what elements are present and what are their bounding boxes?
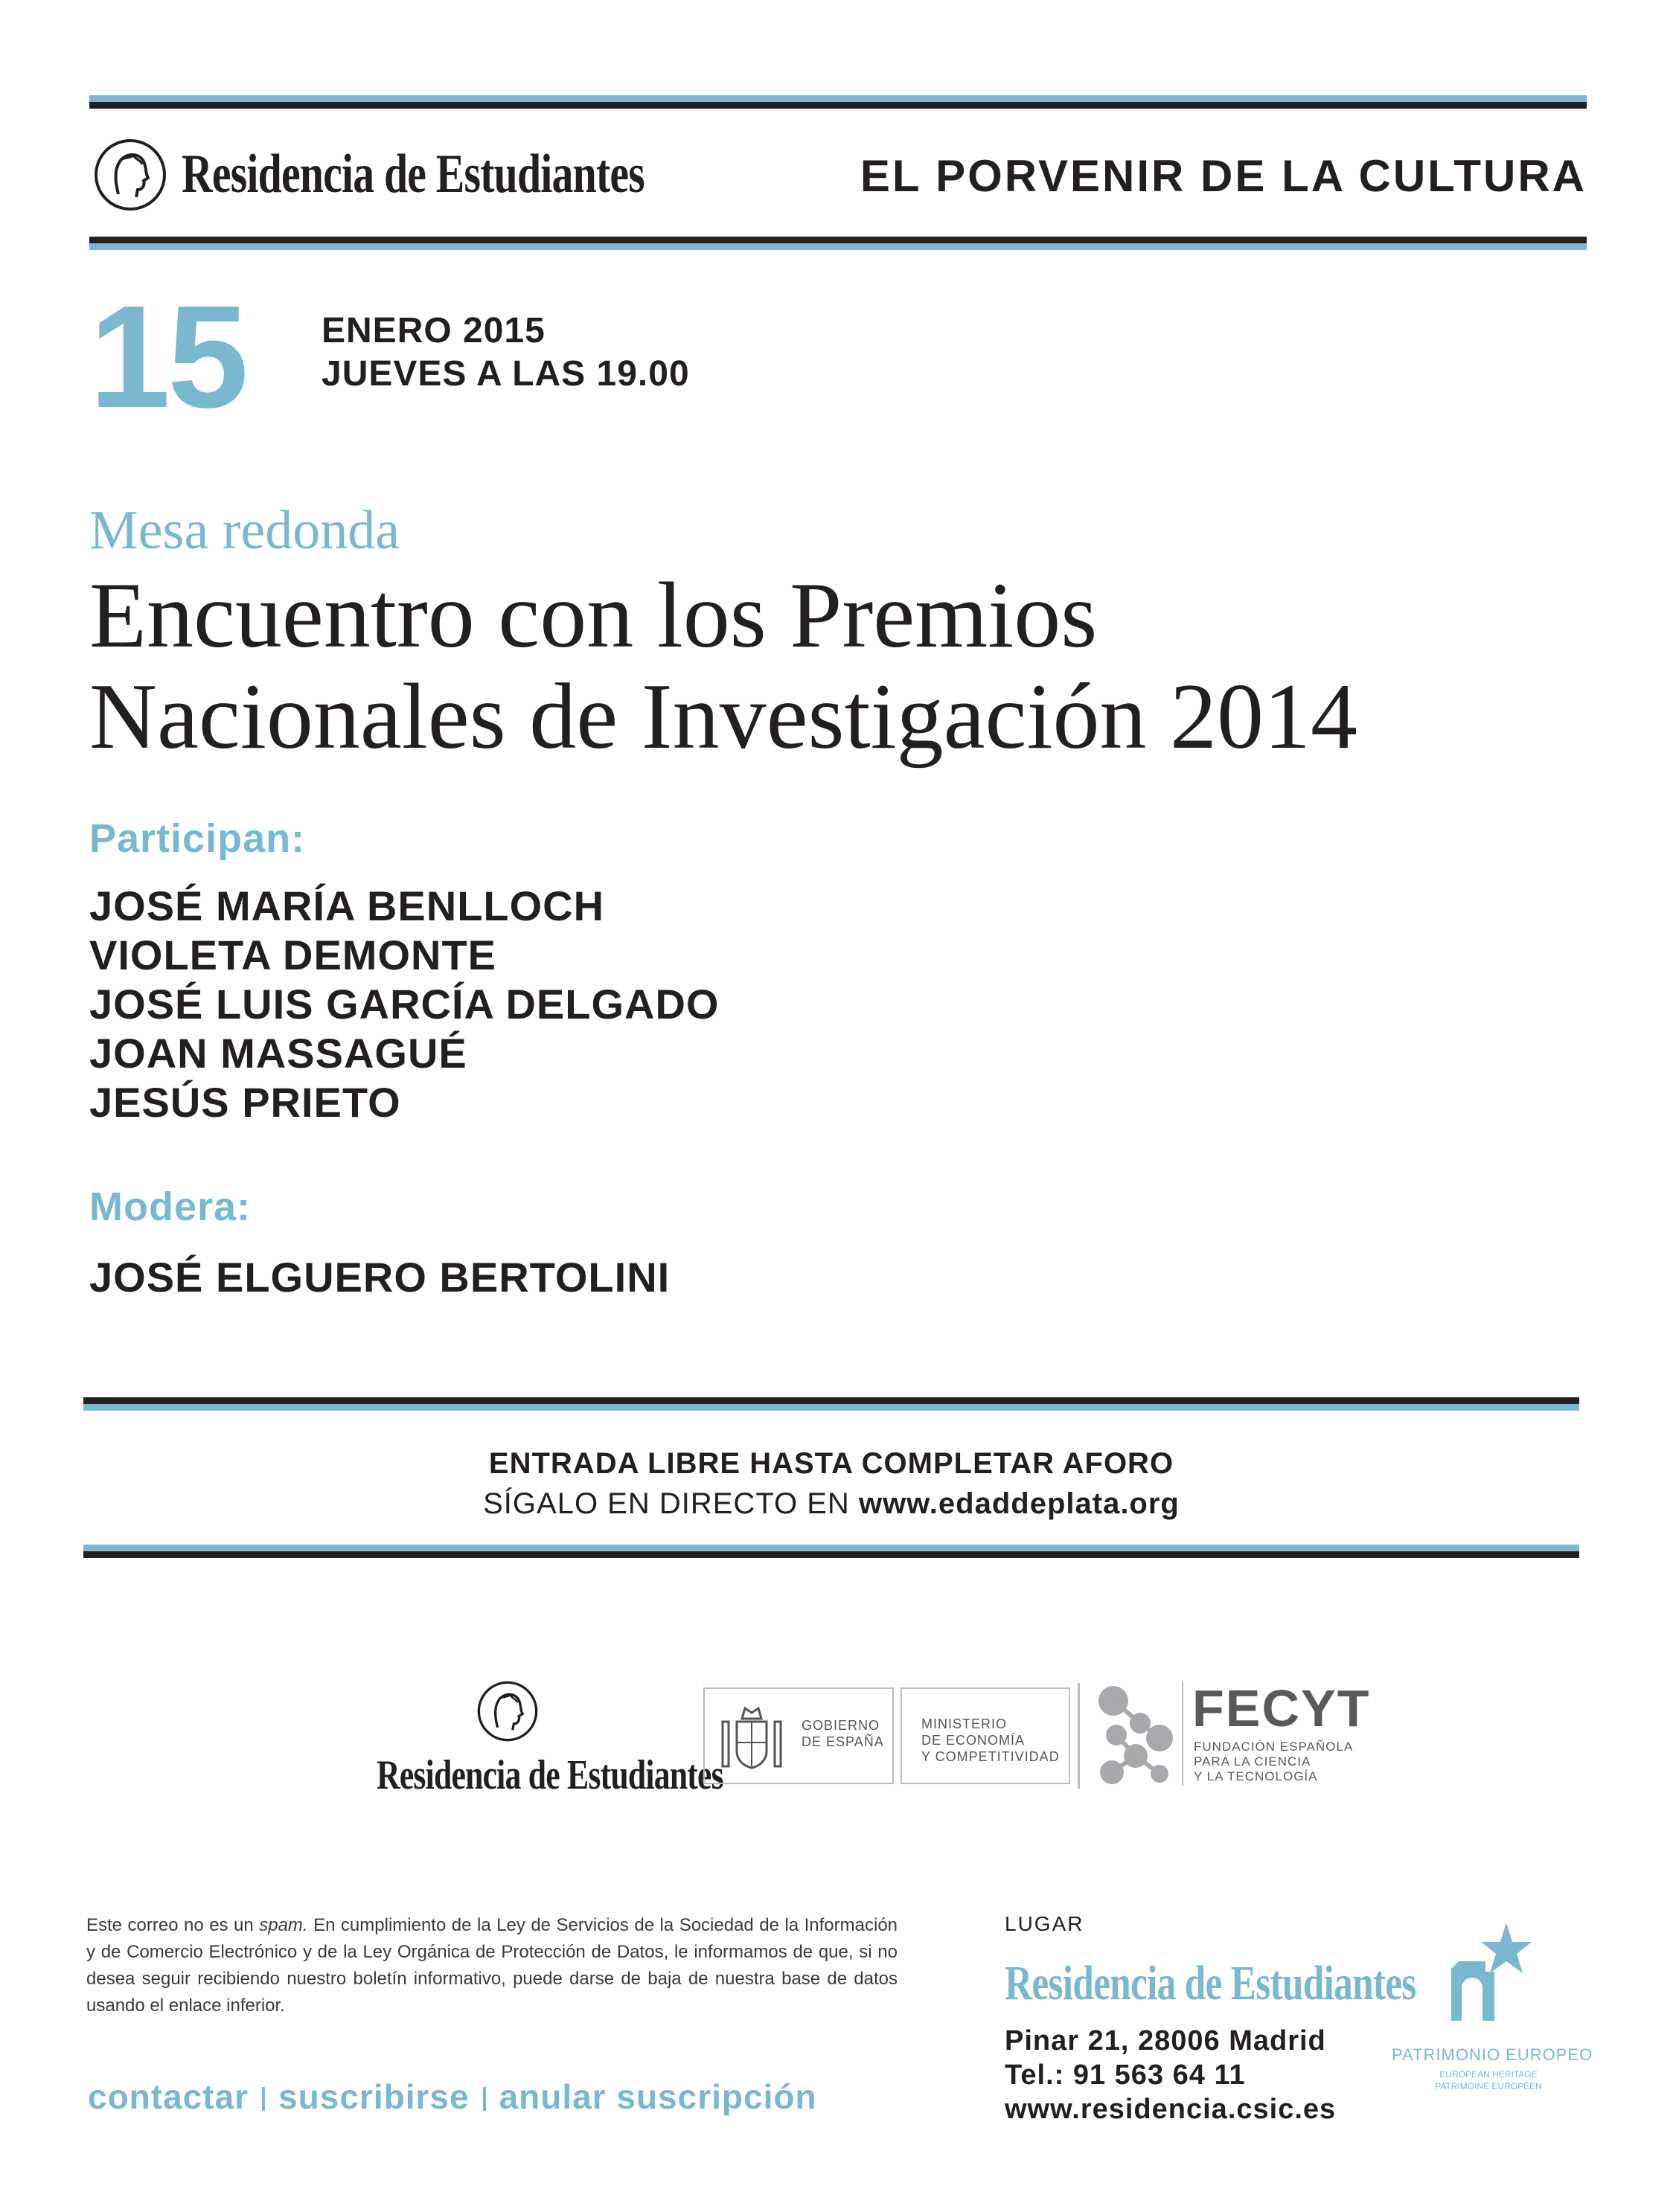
access-line1: ENTRADA LIBRE HASTA COMPLETAR AFORO bbox=[488, 1447, 1174, 1480]
participants-heading: Participan: bbox=[89, 816, 306, 861]
header-band-blue bbox=[89, 243, 1587, 250]
access-band-dark-top bbox=[83, 1397, 1579, 1404]
ministerio-line3: Y COMPETITIVIDAD bbox=[921, 1749, 1060, 1764]
heritage-title: PATRIMONIO EUROPEO bbox=[1392, 2045, 1593, 2064]
fecyt-name: FECYT bbox=[1192, 1679, 1371, 1737]
link-separator bbox=[262, 2087, 265, 2111]
access-line2-prefix: SÍGALO EN DIRECTO EN bbox=[483, 1487, 850, 1520]
venue-label: LUGAR bbox=[1005, 1912, 1084, 1935]
event-title-line2: Nacionales de Investigación 2014 bbox=[89, 665, 1357, 769]
top-band-dark bbox=[89, 102, 1587, 109]
residencia-logo-icon bbox=[476, 1680, 539, 1743]
residencia-logo-icon bbox=[93, 138, 167, 212]
fecyt-subtitle bbox=[1194, 1740, 1353, 1784]
header bbox=[89, 134, 1587, 216]
date-time: JUEVES A LAS 19.00 bbox=[322, 354, 690, 394]
sponsor-gobierno bbox=[703, 1687, 894, 1784]
fecyt-sub-line1: FUNDACIÓN ESPAÑOLA bbox=[1194, 1740, 1354, 1754]
gobierno-line1: GOBIERNO bbox=[802, 1718, 880, 1733]
venue-website[interactable]: www.residencia.csic.es bbox=[1005, 2094, 1337, 2125]
event-title-line1: Encuentro con los Premios bbox=[89, 564, 1098, 667]
moderator-heading: Modera: bbox=[89, 1184, 252, 1229]
venue-phone: Tel.: 91 563 64 11 bbox=[1005, 2059, 1246, 2091]
fecyt-divider bbox=[1182, 1682, 1183, 1786]
sponsor-divider bbox=[1078, 1683, 1080, 1789]
ministerio-line1: MINISTERIO bbox=[921, 1716, 1008, 1731]
fecyt-sub-line2: PARA LA CIENCIA bbox=[1194, 1754, 1311, 1769]
heritage-sub2: PATRIMOINE EUROPÉEN bbox=[1435, 2081, 1542, 2091]
heritage-sub1: EUROPEAN HERITAGE bbox=[1439, 2069, 1538, 2080]
access-band-dark-bottom bbox=[83, 1551, 1579, 1558]
access-band-blue-bottom bbox=[83, 1545, 1579, 1551]
access-info bbox=[83, 1443, 1579, 1524]
link-separator bbox=[483, 2087, 486, 2111]
sponsor-residencia bbox=[372, 1674, 723, 1808]
footer-links bbox=[88, 2076, 817, 2118]
gobierno-text bbox=[802, 1717, 884, 1750]
live-stream-link[interactable]: www.edaddeplata.org bbox=[858, 1487, 1180, 1520]
moderator-name: JOSÉ ELGUERO BERTOLINI bbox=[89, 1254, 671, 1301]
unsubscribe-link[interactable]: anular suscripción bbox=[499, 2077, 817, 2116]
ministerio-text bbox=[921, 1716, 1060, 1765]
legal-post: En cumplimiento de la Ley de Servicios de la Sociedad de la Información y de Comercio Electrónico y de la Ley Orgánica de Protección de Datos, le informamos de que, si no desea seguir recibiendo nuestro boletín informativo, puede darse de baja de nuestra base de datos usando el enlace inferior. bbox=[86, 1915, 898, 2016]
participant-name: JOSÉ MARÍA BENLLOCH bbox=[89, 882, 605, 929]
fecyt-molecule-icon bbox=[1094, 1682, 1176, 1789]
venue bbox=[1005, 1911, 1421, 2126]
fecyt-sub-line3: Y LA TECNOLOGÍA bbox=[1194, 1769, 1318, 1783]
participants-list bbox=[89, 882, 719, 1127]
date-block bbox=[89, 275, 982, 446]
participant-name: JOSÉ LUIS GARCÍA DELGADO bbox=[89, 981, 720, 1028]
top-band-blue bbox=[89, 95, 1587, 102]
access-band-blue-top bbox=[83, 1404, 1579, 1411]
legal-pre: Este correo no es un bbox=[86, 1915, 254, 1935]
heritage-badge bbox=[1392, 1920, 1593, 2113]
heritage-logo-icon bbox=[1451, 1920, 1548, 2024]
participant-name: VIOLETA DEMONTE bbox=[89, 932, 496, 978]
brand-wordmark: Residencia de Estudiantes bbox=[182, 144, 645, 205]
coat-of-arms-icon bbox=[718, 1699, 785, 1774]
event-kind: Mesa redonda bbox=[89, 500, 400, 561]
series-title: EL PORVENIR DE LA CULTURA bbox=[860, 151, 1587, 201]
sponsor-residencia-wordmark: Residencia de Estudiantes bbox=[377, 1752, 723, 1798]
gobierno-line2: DE ESPAÑA bbox=[802, 1734, 884, 1749]
access-line2 bbox=[83, 1484, 1579, 1524]
venue-name: Residencia de Estudiantes bbox=[1005, 1956, 1416, 2010]
sponsor-fecyt bbox=[1090, 1680, 1387, 1792]
ministerio-line2: DE ECONOMÍA bbox=[921, 1733, 1026, 1748]
contact-link[interactable]: contactar bbox=[88, 2077, 249, 2116]
participant-name: JESÚS PRIETO bbox=[89, 1079, 401, 1126]
participant-name: JOAN MASSAGUÉ bbox=[89, 1030, 467, 1077]
sponsor-ministerio bbox=[901, 1687, 1070, 1784]
header-band-dark bbox=[89, 237, 1587, 243]
venue-address: Pinar 21, 28006 Madrid bbox=[1005, 2025, 1326, 2056]
legal-spam: spam. bbox=[259, 1915, 308, 1935]
subscribe-link[interactable]: suscribirse bbox=[278, 2077, 470, 2116]
date-month-year: ENERO 2015 bbox=[322, 311, 546, 350]
legal-notice bbox=[86, 1912, 898, 2019]
date-day: 15 bbox=[89, 275, 246, 438]
